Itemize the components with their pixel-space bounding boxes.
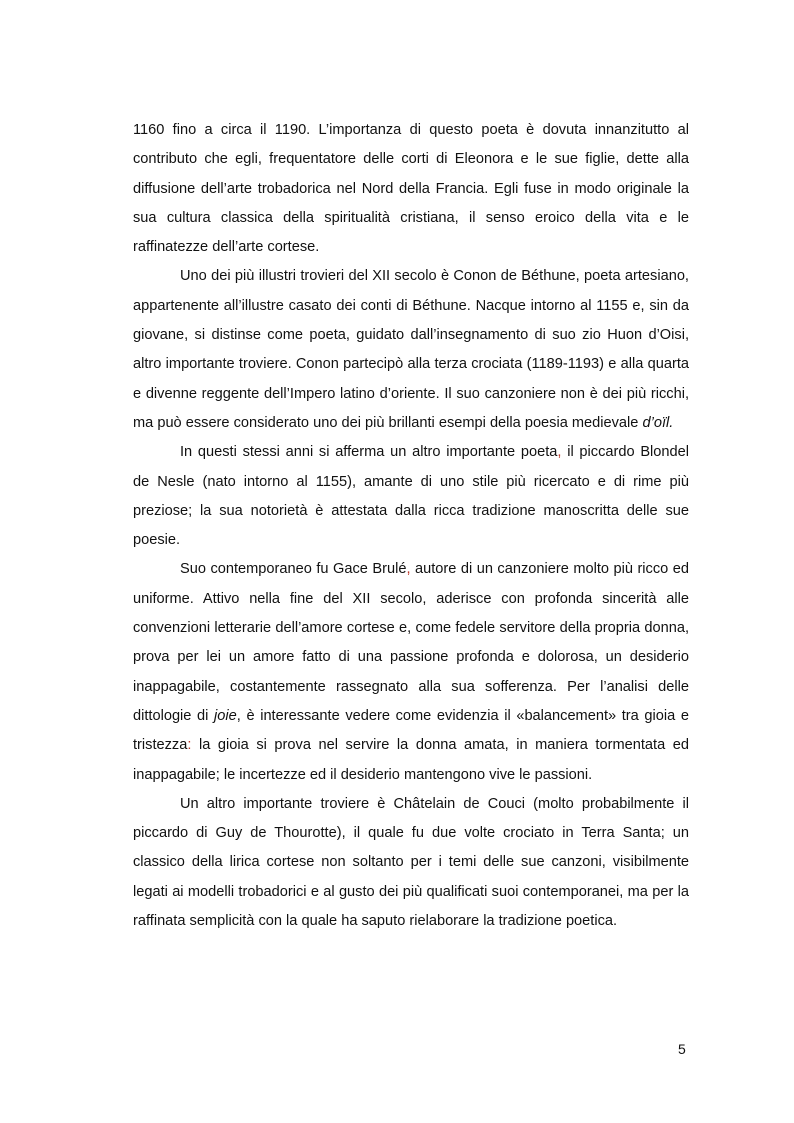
paragraph-4-text-end: la gioia si prova nel servire la donna amata, in maniera tormentata ed inappagabile; le incertezze ed il desiderio mantengono vive le passioni. xyxy=(133,737,689,783)
paragraph-3 xyxy=(133,438,689,555)
paragraph-1-text: 1160 fino a circa il 1190. L’importanza di questo poeta è dovuta innanzitutto al contributo che egli, frequentatore delle corti di Eleonora e le sue figlie, dette alla diffusione dell’arte trobadorica nel Nord della Francia. Egli fuse in modo originale la sua cultura classica della spiritualità cristiana, il senso eroico della vita e le raffinatezze dell’arte cortese. xyxy=(133,122,689,256)
paragraph-5 xyxy=(133,790,689,936)
paragraph-4-red-colon: : xyxy=(187,737,192,754)
paragraph-4 xyxy=(133,555,689,789)
paragraph-4-text-continued: , è interessante vedere come evidenzia il «balancement» tra gioia e tristezza xyxy=(133,707,689,754)
paragraph-2-text: Uno dei più illustri trovieri del XII secolo è Conon de Béthune, poeta artesiano, appartenente all’illustre casato dei conti di Béthune. Nacque intorno al 1155 e, sin da giovane, si distinse come poeta, guidato dall’insegnamento di suo zio Huon d’Oisi, altro importante troviere. Conon partecipò alla terza crociata (1189-1193) e alla quarta e divenne reggente dell’Impero latino d’oriente. Il suo canzoniere non è dei più ricchi, ma può essere considerato uno dei più brillanti esempi della poesia medievale xyxy=(133,268,689,431)
paragraph-4-red-comma: , xyxy=(406,561,411,578)
paragraph-3-text-start: In questi stessi anni si afferma un altro importante poeta xyxy=(180,444,558,461)
paragraph-4-text-start: Suo contemporaneo fu Gace Brulé xyxy=(180,561,407,578)
paragraph-5-text: Un altro importante troviere è Châtelain de Couci (molto probabilmente il piccardo di Guy de Thourotte), il quale fu due volte crociato in Terra Santa; un classico della lirica cortese non soltanto per i temi delle sue canzoni, visibilmente legati ai modelli trobadorici e al gusto dei più qualificati suoi contemporanei, ma per la raffinata semplicità con la quale ha saputo rielaborare la tradizione poetica. xyxy=(133,795,689,930)
page-body xyxy=(133,116,689,936)
paragraph-3-red-comma: , xyxy=(557,444,562,461)
paragraph-3-text-end: il piccardo Blondel de Nesle (nato intorno al 1155), amante di uno stile più ricercato e di rime più preziose; la sua notorietà è attestata dalla ricca tradizione manoscritta delle sue poesie. xyxy=(133,444,690,549)
paragraph-2-italic-term: d’oïl. xyxy=(642,414,674,431)
paragraph-4-text-middle: autore di un canzoniere molto più ricco ed uniforme. Attivo nella fine del XII secolo, aderisce con profonda sincerità alle convenzioni letterarie dell’amore cortese e, come fedele servitore della propria donna, prova per lei un amore fatto di una passione profonda e dolorosa, un desiderio inappagabile, costantemente rassegnato alla sua sofferenza. Per l’analisi delle dittologie di xyxy=(133,561,689,724)
paragraph-1 xyxy=(133,116,689,262)
page-number: 5 xyxy=(678,1041,686,1057)
paragraph-4-italic-term: joie xyxy=(214,707,237,724)
paragraph-2 xyxy=(133,262,689,438)
